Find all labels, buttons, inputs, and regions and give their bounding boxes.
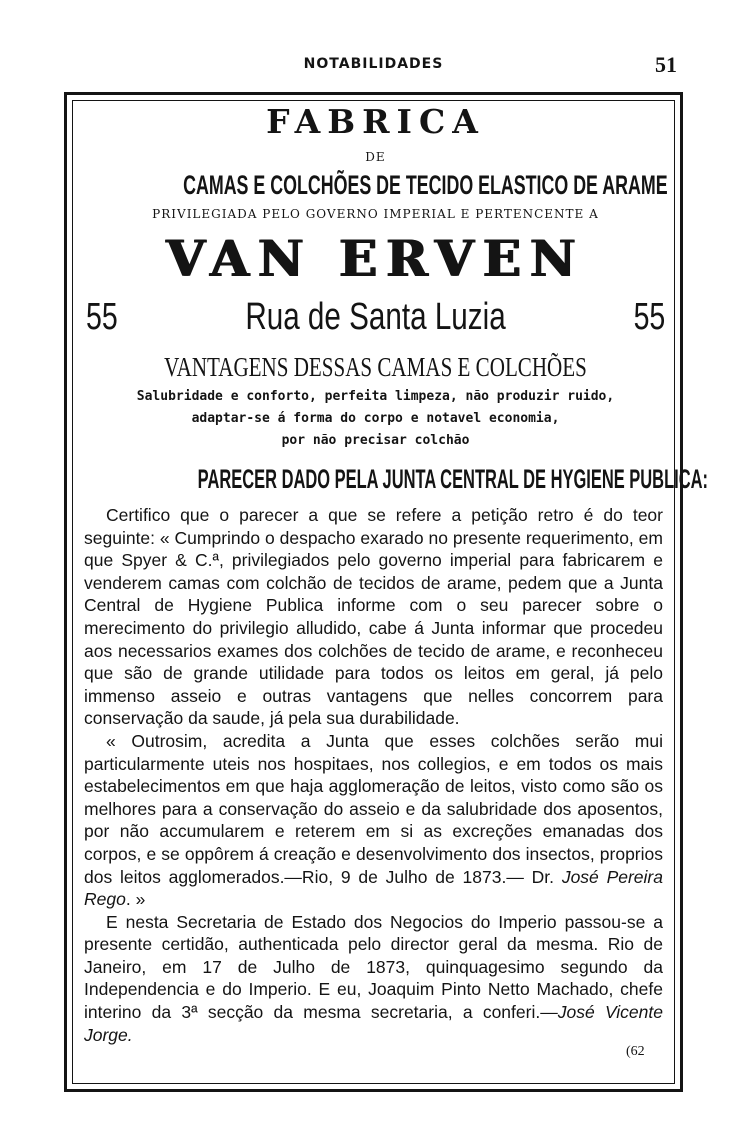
advantages-list xyxy=(84,386,667,452)
address-number-left: 55 xyxy=(86,296,118,338)
paragraph-text: E nesta Secretaria de Estado dos Negocios do Imperio passou-se a presente certidão, authenticada pelo director geral da mesma. Rio de Janeiro, em 17 de Julho de 1873, quinquagesimo segundo da Independencia e do Imperio. E eu, Joaquim Pinto Netto Machado, chefe interino da 3ª secção da mesma secretaria, a conferi.— xyxy=(84,911,663,1023)
privilege-line: PRIVILEGIADA PELO GOVERNO IMPERIAL E PERTENCENTE A xyxy=(152,207,599,221)
advantages-line: por não precisar colchão xyxy=(281,433,470,448)
paragraph-text: . » xyxy=(125,889,146,910)
signatory-name: José Vicente Jorge. xyxy=(84,1002,663,1045)
advantages-heading: VANTAGENS DESSAS CAMAS E COLCHÕES xyxy=(164,352,587,382)
advert-connector: DE xyxy=(365,150,386,164)
certificate-body xyxy=(84,504,667,1046)
certificate-paragraph: Certifico que o parecer a que se refere a petição retro é do teor seguinte: « Cumprindo o despacho exarado no presente requerimento, em que Spyer & C.ª, privilegiados pelo governo imperial para fabricarem e venderem camas com colchão de tecidos de arame, pedem que a Junta Central de Hygiene Publica informe com o seu parecer sobre o merecimento do privilegio alludido, cabe á Junta informar que procedeu aos necessarios exames dos colchões de tecido de arame, e reconheceu que são de grande utilidade para todos os leitos em geral, já pelo immenso asseio e outras vantagens que nelles concorrem para conservação da saude, já pela sua durabilidade. xyxy=(84,505,663,729)
product-title: CAMAS E COLCHÕES DE TECIDO ELASTICO DE ARAME xyxy=(183,170,668,200)
running-title: NOTABILIDADES xyxy=(303,56,444,72)
paragraph-text: « Outrosim, acredita a Junta que esses colchões serão mui particularmente uteis nos hospitaes, nos collegios, e em todos os mais estabelecimentos em que haja agglomeração de leitos, visto como são os melhores para a conservação do asseio e da salubridade dos aposentos, por não accumularem e reterem em si as excreções emanadas dos corpos, e se oppôrem á creação e desenvolvimento dos insectos, proprios dos leitos agglomerados.—Rio, 9 de Julho de 1873.— Dr. xyxy=(84,730,663,887)
page-number: 51 xyxy=(655,52,677,77)
advantages-line: Salubridade e conforto, perfeita limpeza, não produzir ruido, xyxy=(136,389,615,404)
signatory-name: José Pereira Rego xyxy=(84,866,663,910)
advantages-line: adaptar-se á forma do corpo e notavel economia, xyxy=(191,411,560,426)
brand-name: VAN ERVEN xyxy=(166,229,585,288)
opinion-title: PARECER DADO PELA JUNTA CENTRAL DE HYGIENE PUBLICA: xyxy=(197,464,708,494)
address-number-right: 55 xyxy=(633,296,665,338)
certificate-paragraph xyxy=(84,911,663,1047)
certificate-paragraph xyxy=(84,730,663,911)
advert-content xyxy=(84,100,708,1080)
address-street: Rua de Santa Luzia xyxy=(245,296,506,338)
running-head xyxy=(0,52,747,76)
address-row xyxy=(84,290,667,344)
advert-headline: FABRICA xyxy=(266,102,485,141)
catalog-reference: (62 xyxy=(626,1044,645,1059)
